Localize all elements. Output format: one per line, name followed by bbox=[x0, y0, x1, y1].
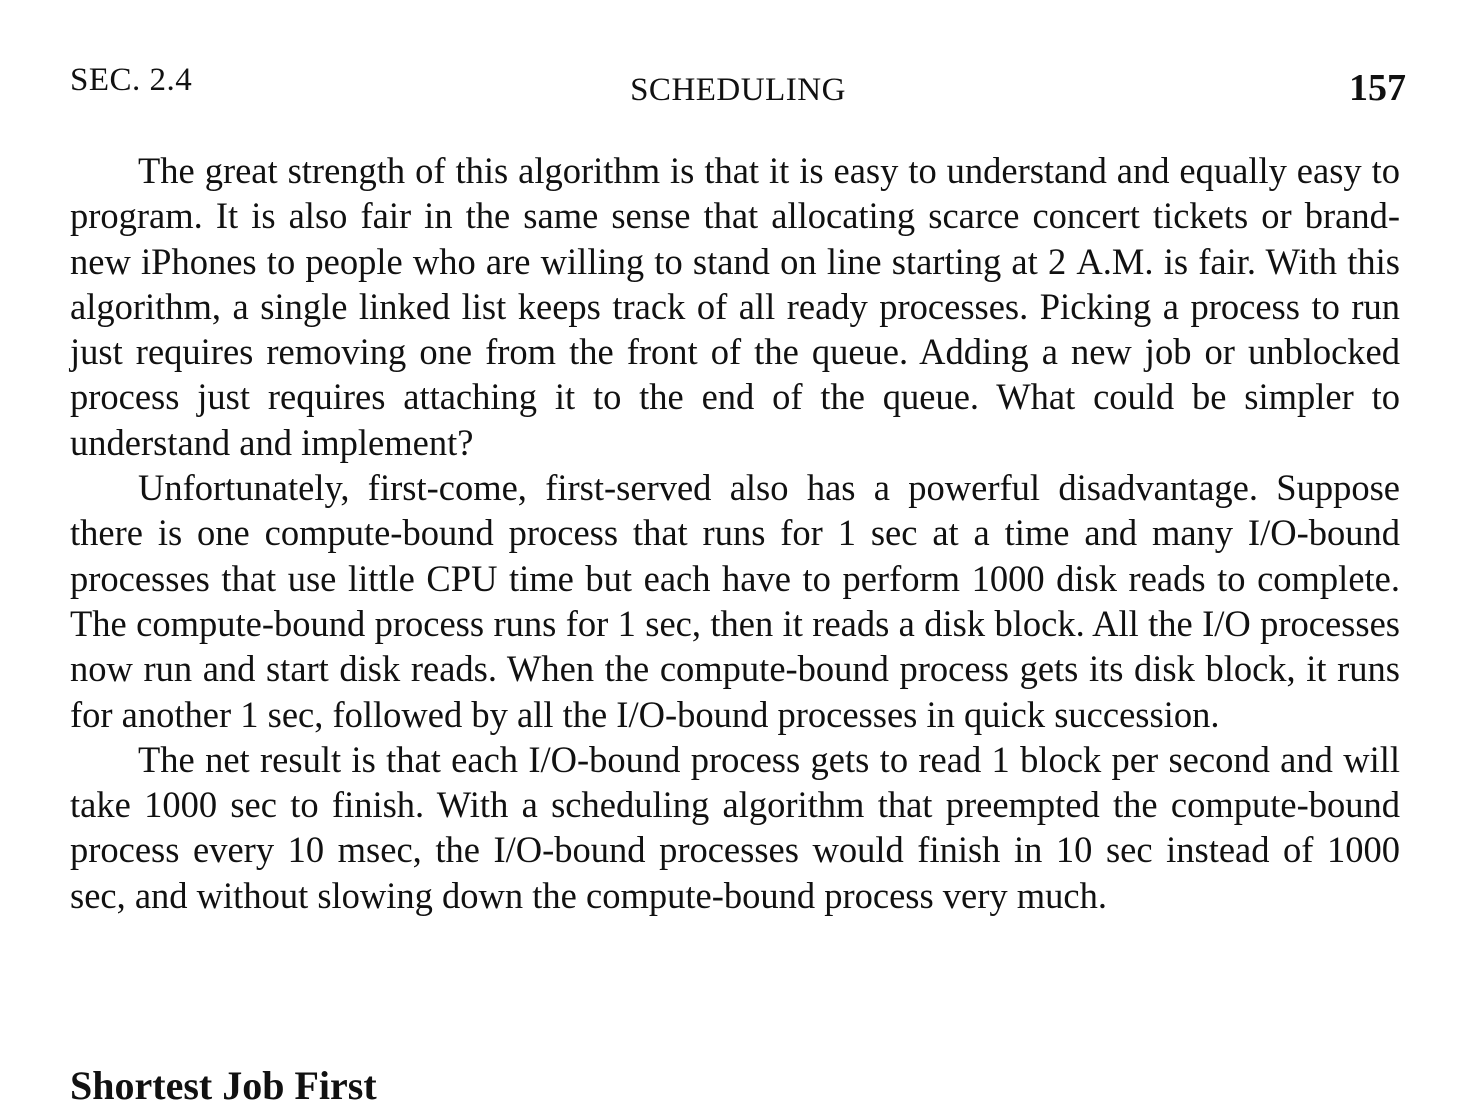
body-text bbox=[70, 148, 1400, 918]
next-section-heading: Shortest Job First bbox=[70, 1063, 377, 1108]
paragraph-fcfs-disadvantage: Unfortunately, first-come, first-served also has a powerful disadvantage. Suppose there is one compute-bound process that runs for 1 sec at a time and many I/O-bound processes that use little CPU time but each have to perform 1000 disk reads to complete. The compute-bound process runs for 1 sec, then it reads a disk block. All the I/O processes now run and start disk reads. When the compute-bound process gets its disk block, it runs for another 1 sec, followed by all the I/O-bound processes in quick succession. bbox=[70, 467, 1400, 735]
paragraph-fcfs-strength-rest: is fair. With this algorithm, a single linked list keeps track of all ready processes. Picking a process to run just requires removing one from the front of the queue. Adding a new job or unblocked process just requires attaching it to the end of the queue. What could be simpler to understand and implement? bbox=[70, 240, 1400, 463]
running-head bbox=[70, 58, 1406, 108]
time-abbreviation: A.M. bbox=[1076, 240, 1154, 282]
paragraph-fcfs-strength bbox=[70, 148, 1400, 465]
paragraph-net-result: The net result is that each I/O-bound process gets to read 1 block per second and will take 1000 sec to finish. With a scheduling algorithm that preempted the compute-bound process every 10 msec, the I/O-bound processes would finish in 10 sec instead of 1000 sec, and without slowing down the compute-bound process very much. bbox=[70, 738, 1400, 916]
paragraph-fcfs-strength-text: The great strength of this algorithm is that it is easy to understand and equally easy to program. It is also fair in the same sense that allocating scarce concert tickets or brand-new iPhones to people who are willing to stand on line starting at 2 bbox=[70, 150, 1400, 282]
chapter-section-title: SCHEDULING bbox=[630, 72, 846, 108]
section-number: SEC. 2.4 bbox=[70, 62, 193, 98]
page-number: 157 bbox=[1349, 67, 1406, 109]
